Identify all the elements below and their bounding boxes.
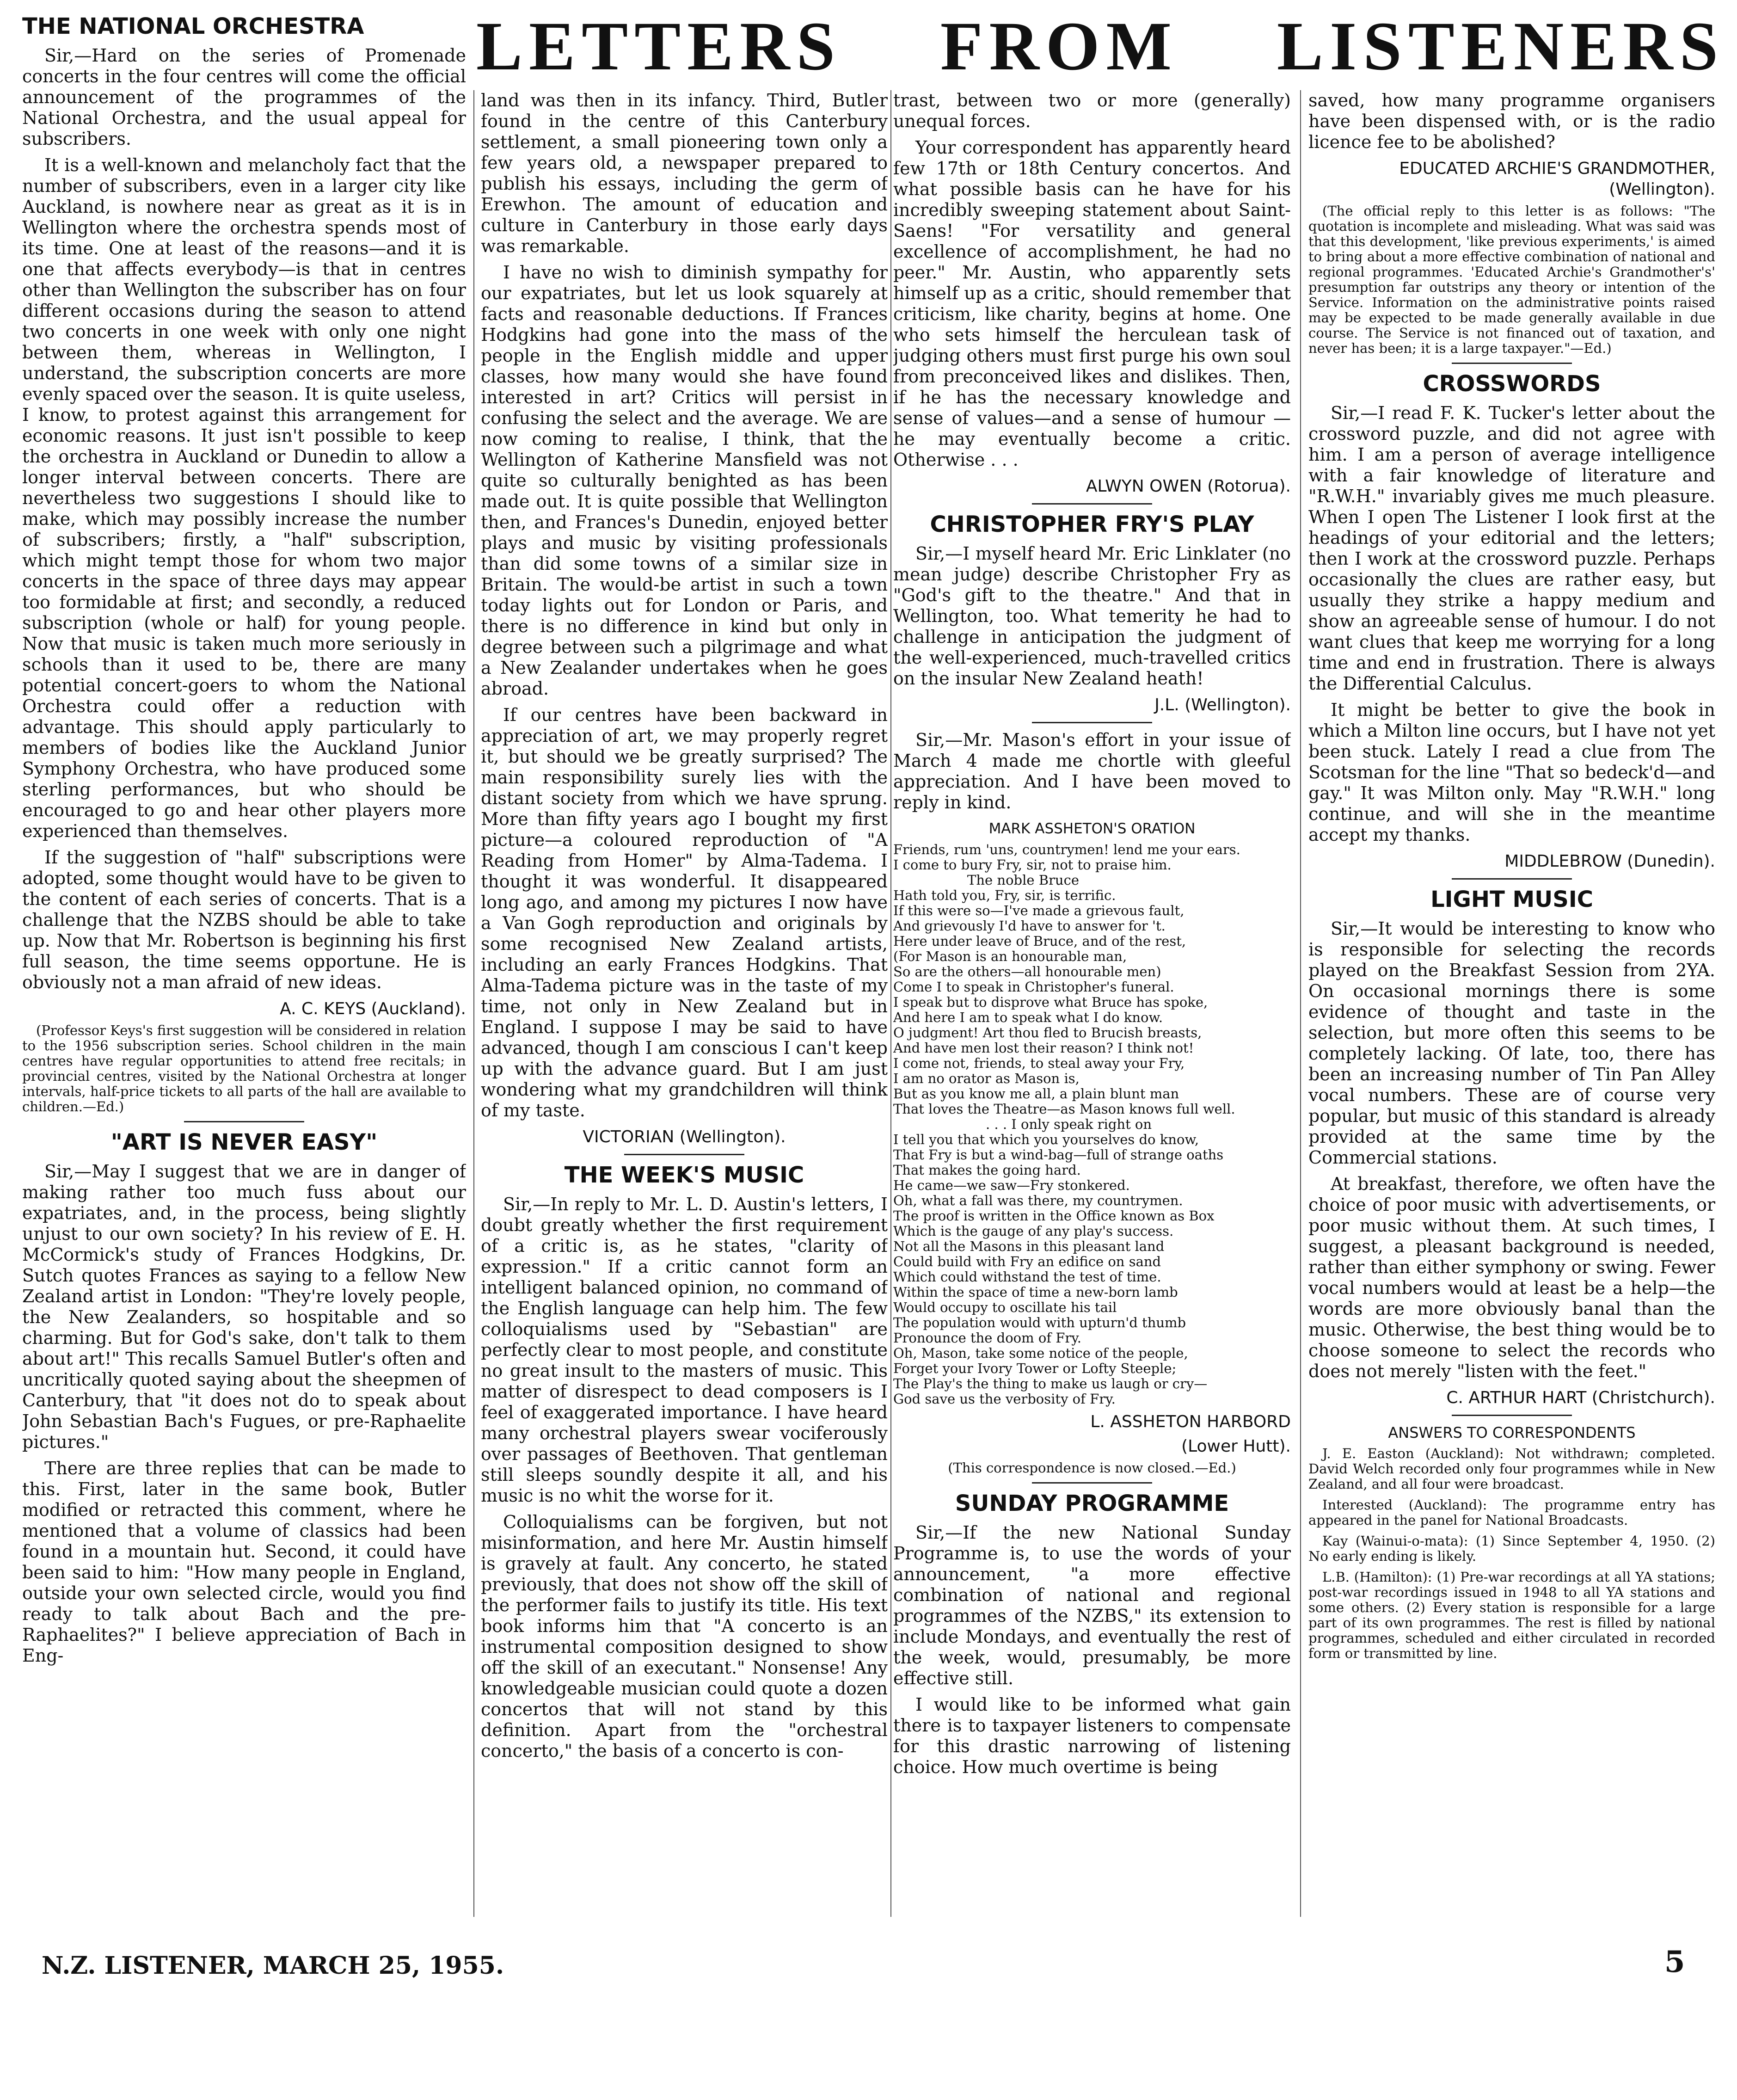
poem-line: Not all the Masons in this pleasant land — [893, 1238, 1165, 1254]
poem-line: The population would with upturn'd thumb — [893, 1315, 1186, 1330]
heading-answers-to-correspondents: ANSWERS TO CORRESPONDENTS — [1388, 1424, 1636, 1441]
poem-line: That makes the going hard. — [893, 1162, 1081, 1178]
divider — [1452, 878, 1572, 880]
heading-national-orchestra: THE NATIONAL ORCHESTRA — [22, 13, 364, 39]
column-rule — [473, 90, 474, 1917]
letter-paragraph: trast, between two or more (generally) unequal forces. — [893, 90, 1291, 131]
poem-line: That loves the Theatre—as Mason knows full well. — [893, 1101, 1235, 1117]
poem-line: Pronounce the doom of Fry. — [893, 1330, 1082, 1346]
poem-line: Come I to speak in Christopher's funeral. — [893, 979, 1174, 995]
poem-line: Oh, Mason, take some notice of the people, — [893, 1345, 1188, 1361]
heading-sunday-programme: SUNDAY PROGRAMME — [955, 1490, 1229, 1516]
column-3 — [893, 90, 1291, 1917]
heading-christopher-frys-play: CHRISTOPHER FRY'S PLAY — [930, 511, 1254, 537]
poem-line: Within the space of time a new-born lamb — [893, 1284, 1178, 1300]
poem-line: That Fry is but a wind-bag—full of strange oaths — [893, 1147, 1224, 1163]
letter-signature: L. ASSHETON HARBORD — [1090, 1412, 1291, 1431]
poem-line: Forget your Ivory Tower or Lofty Steeple; — [893, 1361, 1177, 1376]
heading-art-is-never-easy: "ART IS NEVER EASY" — [110, 1129, 378, 1155]
letter-paragraph: Your correspondent has apparently heard few 17th or 18th Century concertos. And what possible basis can he have for his incredibly sweeping statement about Saint-Saens! "For versatility and general excellence of accomplishment, he had no peer." Mr. Austin, who apparently sets himself up as a critic, should remember that criticism, like charity, begins at home. One who sets himself the herculean task of judging others must first purge his own soul from preconceived likes and dislikes. Then, if he has the necessary knowledge and sense of values—and a sense of humour —he may eventually become a critic. Otherwise . . . — [893, 137, 1291, 470]
divider — [184, 1121, 304, 1122]
poem-line: The proof is written in the Office known as Box — [893, 1208, 1215, 1224]
letter-paragraph: I would like to be informed what gain there is to taxpayer listeners to compensate for this drastic narrowing of listening choice. How much overtime is being — [893, 1694, 1291, 1777]
poem-line: I speak but to disprove what Bruce has spoke, — [893, 994, 1208, 1010]
column-2 — [481, 90, 888, 1917]
letter-paragraph: If the suggestion of "half" subscriptions were adopted, some thought would have to be given to the content of each series of concerts. That is a challenge that the NZBS should be able to take up. Now that Mr. Robertson is beginning his first full season, the time seems opportune. He is obviously not a man afraid of new ideas. — [22, 847, 466, 992]
poem-line: . . . I only speak right on — [986, 1116, 1152, 1132]
poem-line: And here I am to speak what I do know. — [893, 1010, 1163, 1025]
letter-signature: EDUCATED ARCHIE'S GRANDMOTHER, (Wellington). — [1399, 159, 1715, 199]
poem-line: But as you know me all, a plain blunt man — [893, 1086, 1179, 1102]
poem-line: If this were so—I've made a grievous fault, — [893, 903, 1185, 918]
letter-paragraph: Sir,—If the new National Sunday Programme is, to use the words of your announcement, "a more effective combination of national and regional programmes of the NZBS," its extension to include Mondays, and eventually the rest of the week, would, presumably, be more effective still. — [893, 1522, 1291, 1688]
letter-paragraph: It is a well-known and melancholy fact that the number of subscribers, even in a larger city like Auckland, is nowhere near as great as it is in Wellington where the orchestra spends most of its time. One at least of the reasons—and it is one that affects everybody—is that in centres other than Wellington the subscriber has on four different occasions during the season to attend two concerts in one week with only one night between them, whereas in Wellington, I understand, the subscription concerts are more evenly spaced over the season. It is quite useless, I know, to protest against this arrangement for economic reasons. It just isn't possible to keep the orchestra in Auckland or Dunedin to allow a longer interval between concerts. There are nevertheless two suggestions I should like to make, which may possibly increase the number of subscribers; firstly, a "half" subscription, which might tempt those for whom two major concerts in the space of three days may appear too formidable at first; and secondly, a reduced subscription (whole or half) for young people. Now that music is taken much more seriously in schools than it used to be, there are many potential concert-goers to whom the National Orchestra could offer a reduction with advantage. This should apply particularly to members of bodies like the Auckland Junior Symphony Orchestra, who have produced some sterling performances, but who should be encouraged to go and hear other players more experienced than themselves. — [22, 155, 466, 841]
divider — [1452, 363, 1572, 364]
letter-paragraph: Sir,—May I suggest that we are in danger of making rather too much fuss about our expatriates, and, in the process, being slightly unjust to our own society? In his review of E. H. McCormick's study of Frances Hodgkins, Dr. Sutch quotes Frances as saying to a fellow New Zealand artist in London: "They're lovely people, the New Zealanders, so hospitable and so charming. But for God's sake, don't talk to them about art!" This recalls Samuel Butler's often and uncritically quoted saying about the sheepmen of Canterbury, that "it does not do to speak about John Sebastian Bach's Fugues, or pre-Raphaelite pictures." — [22, 1161, 466, 1452]
letter-paragraph: Sir,—Mr. Mason's effort in your issue of March 4 made me chortle with gleeful appreciation. And I have been moved to reply in kind. — [893, 730, 1291, 813]
poem-line: Which could withstand the test of time. — [893, 1269, 1161, 1285]
letter-paragraph: Sir,—It would be interesting to know who is responsible for selecting the records played on the Breakfast Session from 2YA. On occasional mornings there is some evidence of thought and taste in the selection, but more often this seems to be completely lacking. Of late, too, there has been an increasing number of Tin Pan Alley vocal numbers. These are of course very popular, but music of this standard is already provided at the same time by the Commercial stations. — [1308, 918, 1715, 1168]
footer-page-number: 5 — [1664, 1945, 1685, 1979]
poem-line: Would occupy to oscillate his tail — [893, 1299, 1117, 1315]
letter-paragraph: Sir,—I read F. K. Tucker's letter about the crossword puzzle, and did not agree with him. I am a person of average intelligence with a fair knowledge of literature and "R.W.H." invariably gives me much pleasure. When I open The Listener I look first at the headings of your editorial and the letters; then I work at the crossword puzzle. Perhaps occasionally the clues are rather easy, but usually they strike a happy medium and show an agreeable sense of humour. I do not want clues that keep me worrying for a long time and end in frustration. There is always the Differential Calculus. — [1308, 403, 1715, 694]
poem-line: Oh, what a fall was there, my countrymen. — [893, 1193, 1183, 1208]
poem-line: Could build with Fry an edifice on sand — [893, 1254, 1161, 1269]
poem-line: And have men lost their reason? I think not! — [893, 1040, 1194, 1056]
poem-line: So are the others—all honourable men) — [893, 964, 1161, 979]
heading-weeks-music: THE WEEK'S MUSIC — [564, 1162, 804, 1188]
column-rule — [1300, 90, 1301, 1917]
divider — [1032, 503, 1152, 505]
poem-line: God save us the verbosity of Fry. — [893, 1391, 1116, 1407]
letter-paragraph: It might be better to give the book in which a Milton line occurs, but I have not yet been stuck. Lately I read a clue from The Scotsman for the line "That so bedeck'd—and gay." It was Milton only. May "R.W.H." long continue, and will she in the meantime accept my thanks. — [1308, 700, 1715, 845]
divider — [1032, 1482, 1152, 1484]
letter-paragraph: Sir,—In reply to Mr. L. D. Austin's letters, I doubt greatly whether the first requirement of a critic is, as he states, "clarity of expression." If a critic cannot form an intelligent balanced opinion, no command of the English language can help him. The few colloquialisms used by "Sebastian" are perfectly clear to most people, and constitute no great insult to the masters of music. This matter of disrespect to dead composers is I feel of exaggerated importance. I have heard many orchestral players swear vociferously over passages of Beethoven. That gentleman still sleeps soundly despite it all, and his music is no whit the worse for it. — [481, 1194, 888, 1506]
answer-item: Kay (Wainui-o-mata): (1) Since September 4, 1950. (2) No early ending is likely. — [1308, 1533, 1715, 1564]
editor-note: (Professor Keys's first suggestion will be considered in relation to the 1956 subscription series. School children in the main centres have regular opportunities to attend free recitals; in provincial centres, visited by the National Orchestra at longer intervals, half-price tickets to all parts of the hall are available to children.—Ed.) — [22, 1022, 466, 1115]
poem-line: O judgment! Art thou fled to Brucish breasts, — [893, 1025, 1202, 1041]
poem-line: Here under leave of Bruce, and of the rest, — [893, 933, 1186, 949]
poem-line: Friends, rum 'uns, countrymen! lend me your ears. — [893, 842, 1240, 857]
letter-paragraph: Sir,—Hard on the series of Promenade concerts in the four centres will come the official announcement of the programmes of the National Orchestra, and the usual appeal for subscribers. — [22, 45, 466, 149]
heading-crosswords: CROSSWORDS — [1423, 371, 1601, 397]
letter-paragraph: Colloquialisms can be forgiven, but not misinformation, and here Mr. Austin himself is gravely at fault. Any concerto, he stated previously, that does not show off the skill of the performer fails to justify its title. His text book informs him that "A concerto is an instrumental composition designed to show off the skill of an executant." Nonsense! Any knowledgeable musician could quote a dozen concertos that will not stand by this definition. Apart from the "orchestral concerto," the basis of a concerto is con- — [481, 1512, 888, 1761]
divider — [1032, 722, 1152, 723]
poem-line: I come not, friends, to steal away your Fry, — [893, 1055, 1185, 1071]
divider — [1452, 1415, 1572, 1416]
poem-line: He came—we saw—Fry stonkered. — [893, 1177, 1130, 1193]
editor-note: (The official reply to this letter is as follows: "The quotation is incomplete and misleading. What was said was that this development, 'like previous experiments,' is aimed to bring about a more effective combination of national and regional programmes. 'Educated Archie's Grandmother's' presumption far outstrips any theory or intention of the Service. Information on the administrative points raised may be expected to be made generally available in due course. The Service is not financed out of taxation, and never has been; it is a large taxpayer."—Ed.) — [1308, 203, 1715, 356]
poem-line: I am no orator as Mason is, — [893, 1071, 1080, 1086]
poem-line: And grievously I'd have to answer for 't. — [893, 918, 1166, 934]
column-rule — [890, 90, 891, 1917]
letter-paragraph: I have no wish to diminish sympathy for our expatriates, but let us look squarely at facts and reasonable deductions. If Frances Hodgkins had gone into the mass of the people in the English middle and upper classes, how many would she have found interested in art? Critics will persist in confusing the select and the average. We are now coming to realise, I think, that the Wellington of Katherine Mansfield was not quite so culturally benighted as has been made out. It is quite possible that Wellington then, and Frances's Dunedin, enjoyed better plays and music by visiting professionals than did some towns of a similar size in Britain. The would-be artist in such a town today lights out for London or Paris, and there is no difference in kind but only in degree between such a pilgrimage and what a New Zealander undertakes when he goes abroad. — [481, 262, 888, 699]
poem-title: MARK ASSHETON'S ORATION — [988, 820, 1196, 837]
letter-signature: C. ARTHUR HART (Christchurch). — [1446, 1388, 1715, 1407]
column-4 — [1308, 90, 1715, 1917]
poem-line: (For Mason is an honourable man, — [893, 948, 1127, 964]
letter-signature: A. C. KEYS (Auckland). — [280, 999, 466, 1018]
footer-issue-date: N.Z. LISTENER, MARCH 25, 1955. — [42, 1952, 504, 1980]
answer-item: Interested (Auckland): The programme entry has appeared in the panel for National Broadcasts. — [1308, 1497, 1715, 1528]
letter-paragraph: If our centres have been backward in appreciation of art, we may properly regret it, but should we be greatly surprised? The main responsibility surely lies with the distant society from which we have sprung. More than fifty years ago I bought my first picture—a coloured reproduction of "A Reading from Homer" by Alma-Tadema. I thought it was wonderful. It disappeared long ago, and among my pictures I now have a Van Gogh reproduction and originals by some recognised New Zealand artists, including an early Frances Hodgkins. That Alma-Tadema picture was in the taste of my time, not only in New Zealand but in England. I suppose I may be said to have advanced, though I am conscious I can't keep up with the advance guard. But I am just wondering what my grandchildren will think of my taste. — [481, 705, 888, 1121]
poem-line: I come to bury Fry, sir, not to praise him. — [893, 857, 1172, 873]
letter-signature: VICTORIAN (Wellington). — [583, 1127, 786, 1146]
letter-paragraph: saved, how many programme organisers have been dispensed with, or is the radio licence fee to be abolished? — [1308, 90, 1715, 152]
poem-line: The noble Bruce — [967, 872, 1080, 888]
poem — [893, 842, 1291, 1407]
letter-paragraph: There are three replies that can be made to this. First, later in the same book, Butler modified or retracted this comment, where he mentioned that a volume of classics had been found in a mountain hut. Second, it could have been said to him: "How many people in England, outside your own selected circle, would you find ready to talk about Bach and the pre-Raphaelites?" I believe appreciation of Bach in Eng- — [22, 1458, 466, 1666]
divider — [624, 1154, 744, 1155]
masthead-title: LETTERS FROM LISTENERS — [476, 8, 1725, 85]
letter-paragraph: At breakfast, therefore, we often have the choice of poor music with advertisements, or poor music without them. At such times, I suggest, a pleasant background is needed, rather than either symphony or swing. Fewer vocal numbers would at least be a help—the words are more obviously banal than the music. Otherwise, the best thing would be to choose someone to select the records who does not merely "listen with the feet." — [1308, 1174, 1715, 1381]
column-1 — [22, 13, 466, 1918]
poem-line: Which is the gauge of any play's success. — [893, 1223, 1174, 1239]
heading-light-music: LIGHT MUSIC — [1430, 887, 1593, 912]
answer-item: L.B. (Hamilton): (1) Pre-war recordings at all YA stations; post-war recordings issued in 1948 to all YA stations and some others. (2) Every station is responsible for a large part of its own programmes. The rest is filled by national programmes, scheduled and either circulated in recorded form or transmitted by line. — [1308, 1569, 1715, 1661]
poem-line: I tell you that which you yourselves do know, — [893, 1132, 1199, 1147]
letter-signature: MIDDLEBROW (Dunedin). — [1504, 852, 1715, 871]
poem-line: The Play's the thing to make us laugh or cry— — [893, 1376, 1208, 1392]
answer-item: J. E. Easton (Auckland): Not withdrawn; completed. David Welch recorded only four programmes while in New Zealand, and all four were broadcast. — [1308, 1446, 1715, 1492]
letter-signature: J.L. (Wellington). — [1154, 696, 1291, 714]
editor-note: (This correspondence is now closed.—Ed.) — [948, 1460, 1236, 1476]
letter-paragraph: Sir,—I myself heard Mr. Eric Linklater (no mean judge) describe Christopher Fry as "God's gift to the theatre." And that in Wellington, too. What temerity he had to challenge in anticipation the judgment of the well-experienced, much-travelled critics on the insular New Zealand heath! — [893, 543, 1291, 689]
letter-signature-location: (Lower Hutt). — [1181, 1437, 1291, 1456]
letter-signature: ALWYN OWEN (Rotorua). — [1086, 477, 1291, 496]
poem-line: Hath told you, Fry, sir, is terrific. — [893, 887, 1116, 903]
letter-paragraph: land was then in its infancy. Third, Butler found in the centre of this Canterbury settlement, a small pioneering town only a few years old, a newspaper prepared to publish his essays, including the germ of Erewhon. The amount of education and culture in Canterbury in those early days was remarkable. — [481, 90, 888, 256]
